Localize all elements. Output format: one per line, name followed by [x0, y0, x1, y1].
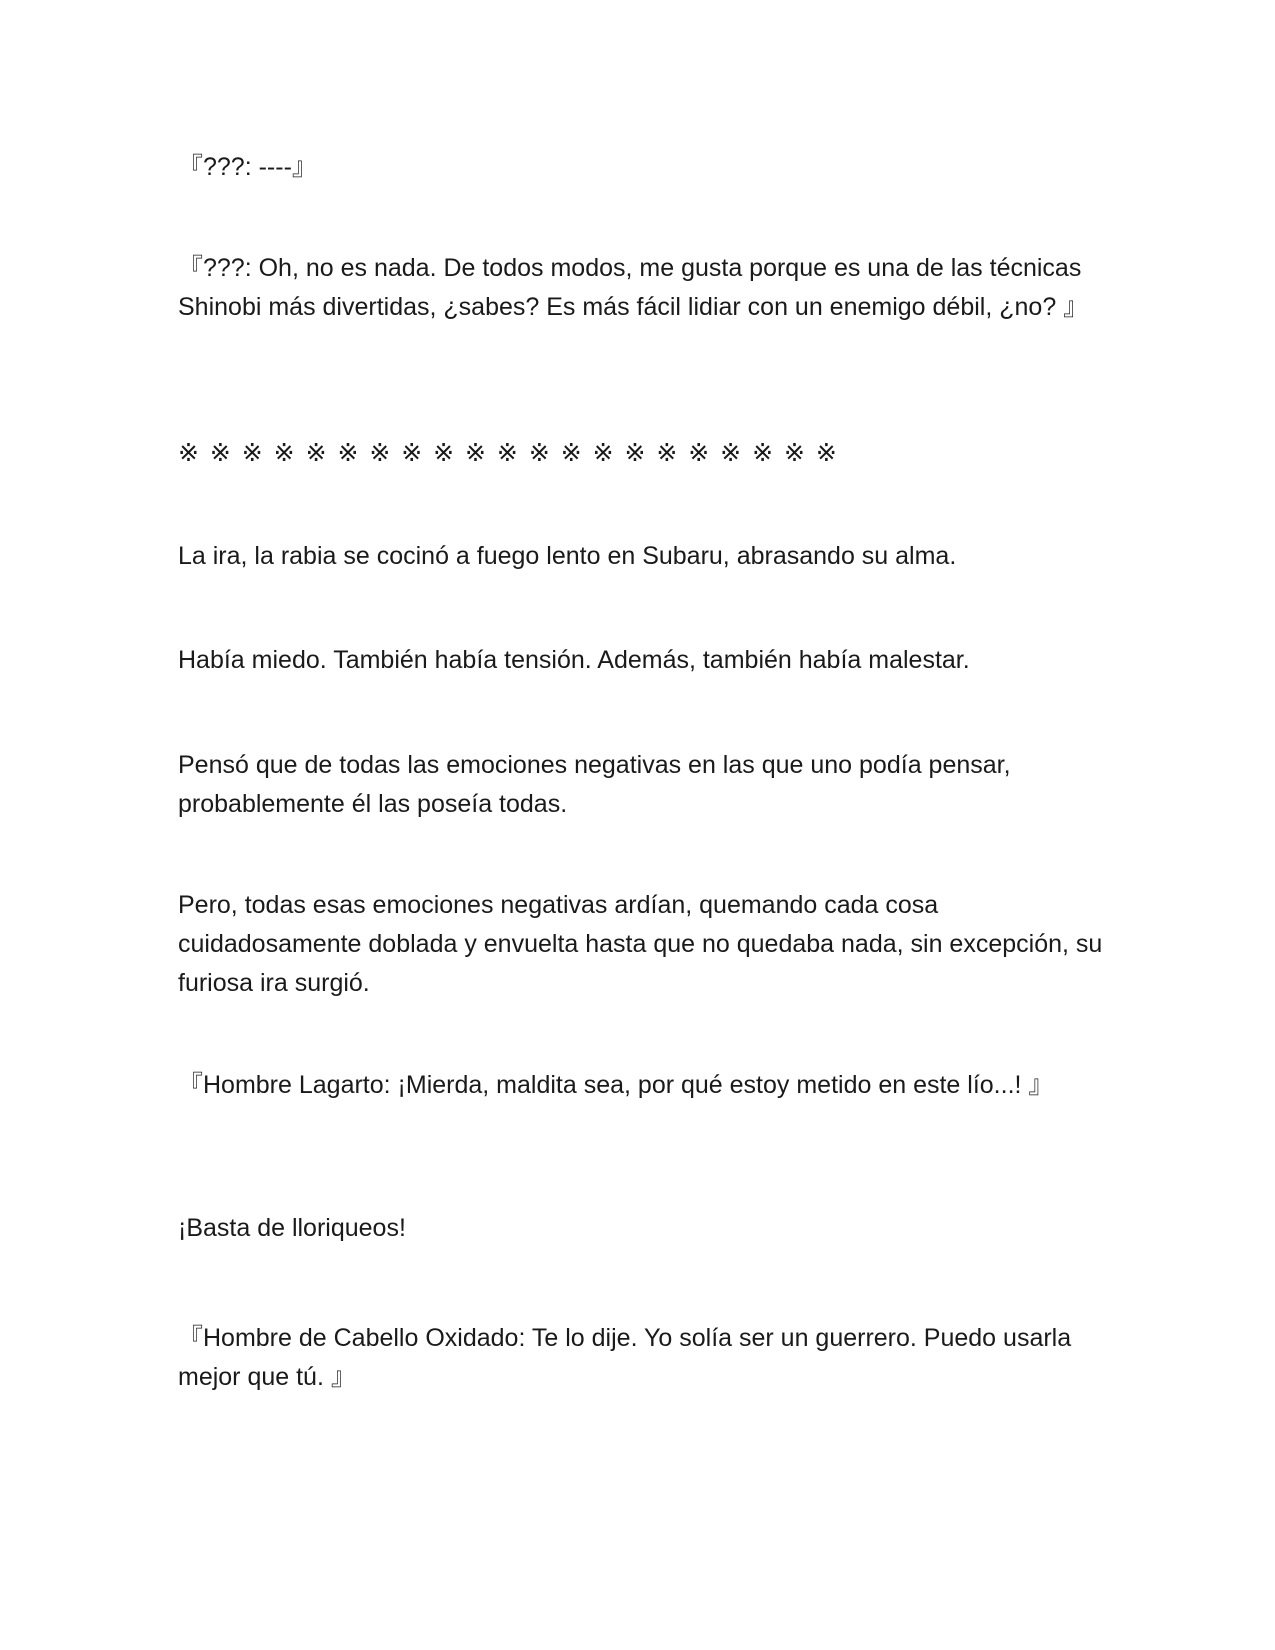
- dialogue-line: 『Hombre de Cabello Oxidado: Te lo dije. Yo solía ser un guerrero. Puedo usarla mejor que tú. 』: [178, 1324, 1079, 1391]
- narration-paragraph: La ira, la rabia se cocinó a fuego lento en Subaru, abrasando su alma.: [178, 542, 957, 570]
- narration-paragraph: Pero, todas esas emociones negativas ardían, quemando cada cosa cuidadosamente doblada y envuelta hasta que no quedaba nada, sin excepción, su furiosa ira surgió.: [178, 891, 1110, 997]
- scene-separator: ※ ※ ※ ※ ※ ※ ※ ※ ※ ※ ※ ※ ※ ※ ※ ※ ※ ※ ※ ※ ※: [178, 439, 839, 467]
- dialogue-line: 『???: ----』: [178, 153, 317, 181]
- narration-paragraph: Había miedo. También había tensión. Además, también había malestar.: [178, 646, 970, 674]
- narration-paragraph: Pensó que de todas las emociones negativas en las que uno podía pensar, probablemente él las poseía todas.: [178, 751, 1018, 818]
- narration-paragraph: ¡Basta de lloriqueos!: [178, 1214, 406, 1242]
- dialogue-line: 『Hombre Lagarto: ¡Mierda, maldita sea, por qué estoy metido en este lío...! 』: [178, 1071, 1054, 1099]
- dialogue-line: 『???: Oh, no es nada. De todos modos, me gusta porque es una de las técnicas Shinobi más divertidas, ¿sabes? Es más fácil lidiar con un enemigo débil, ¿no? 』: [178, 254, 1089, 321]
